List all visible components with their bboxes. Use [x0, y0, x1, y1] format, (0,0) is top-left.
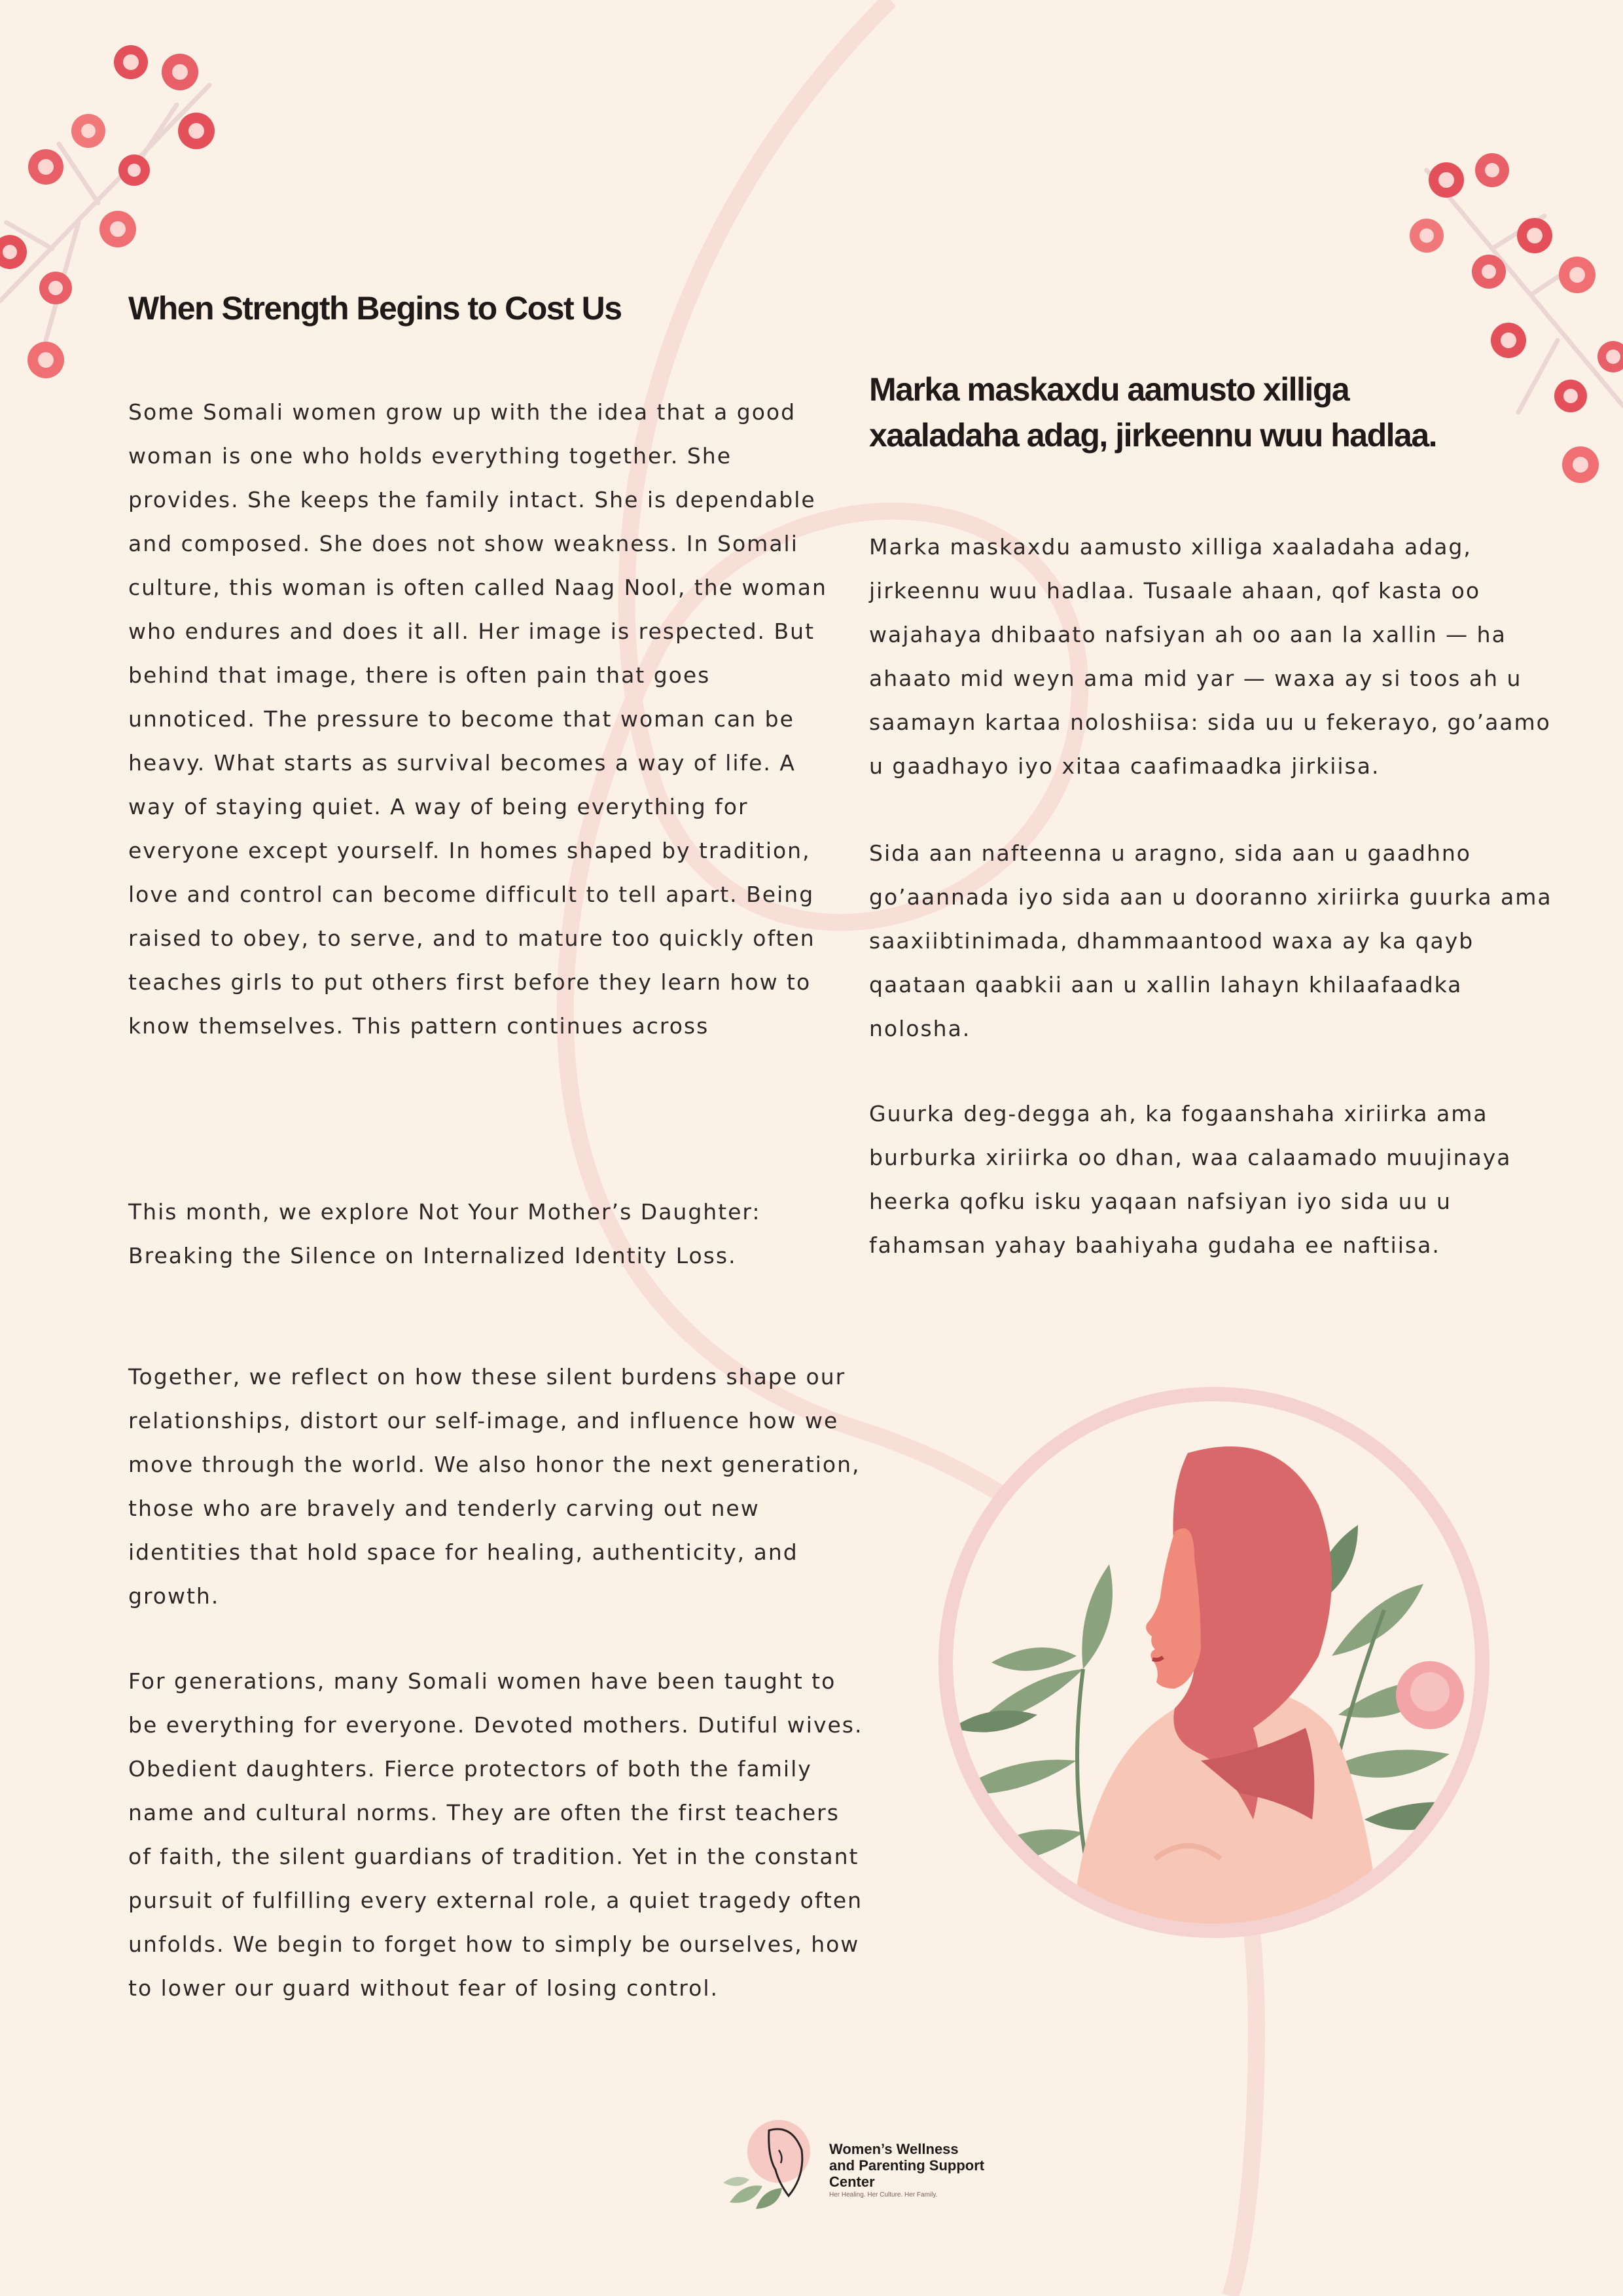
english-paragraph-reflection: Together, we reflect on how these silent burdens shape our relationships, distort our self-image, and influence how we move through the world. We also honor the next generation, those who are bravely and tenderly carving out new identities that hold space for healing, authenticity, and growth. — [128, 1364, 861, 1609]
organization-logo — [717, 2111, 1011, 2215]
logo-organization-name: Women’s Wellness and Parenting Support Center — [829, 2141, 985, 2190]
somali-paragraph-3: Guurka deg-degga ah, ka fogaanshaha xiriirka ama burburka xiriirka oo dhan, waa calaamado muujinaya heerka qofku isku yaqaan nafsiyan iyo sida uu u fahamsan yahay baahiyaha gudaha ee naftiisa. — [869, 1101, 1512, 1258]
english-paragraph-intro: Some Somali women grow up with the idea that a good woman is one who holds everything together. She provides. She keeps the family intact. She is dependable and composed. She does not show weakness. In Somali culture, this woman is often called Naag Nool, the woman who endures and does it all. Her image is respected. But behind that image, there is often pain that goes unnoticed. The pressure to become that woman can be heavy. What starts as survival becomes a way of life. A way of staying quiet. A way of being everything for everyone except yourself. In homes shaped by tradition, love and control can become difficult to tell apart. Being raised to obey, to serve, and to mature too quickly often teaches girls to put others first before they learn how to know themselves. This pattern continues across — [128, 399, 827, 1039]
woman-in-hijab-illustration — [913, 1361, 1515, 1964]
english-title: When Strength Begins to Cost Us — [128, 290, 622, 327]
somali-paragraph-1: Marka maskaxdu aamusto xilliga xaaladaha adag, jirkeennu wuu hadlaa. Tusaale ahaan, qof kasta oo wajahaya dhibaato nafsiyan ah oo aan la xallin — ha ahaato mid weyn ama mid yar — waxa ay si toos ah u saamayn kartaa noloshiisa: sida uu u fekerayo, go’aamo u gaadhayo iyo xitaa caafimaadka jirkiisa. — [869, 534, 1551, 779]
somali-paragraph-2: Sida aan nafteenna u aragno, sida aan u gaadhno go’aannada iyo sida aan u dooranno xiriirka guurka ama saaxiibtinimada, dhammaantood waxa ay ka qayb qaataan qaabkii aan u xallin lahayn khilaafaadka nolosha. — [869, 840, 1552, 1041]
logo-tagline: Her Healing. Her Culture. Her Family. — [829, 2191, 938, 2198]
cherry-blossom-branch-left — [0, 26, 236, 393]
somali-title: Marka maskaxdu aamusto xilliga xaaladaha adag, jirkeennu wuu hadlaa. — [869, 371, 1437, 454]
logo-woman-icon — [717, 2111, 828, 2215]
english-paragraph-generations: For generations, many Somali women have been taught to be everything for everyone. Devoted mothers. Dutiful wives. Obedient daughters. Fierce protectors of both the family name and cultural norms. They are often the first teachers of faith, the silent guardians of tradition. Yet in the constant pursuit of fulfilling every external role, a quiet tragedy often unfolds. We begin to forget how to simply be ourselves, how to lower our guard without fear of losing control. — [128, 1668, 863, 2001]
english-paragraph-theme: This month, we explore Not Your Mother’s Daughter: Breaking the Silence on Internalized Identity Loss. — [128, 1199, 761, 1268]
blossom-flower-icon — [0, 45, 215, 378]
